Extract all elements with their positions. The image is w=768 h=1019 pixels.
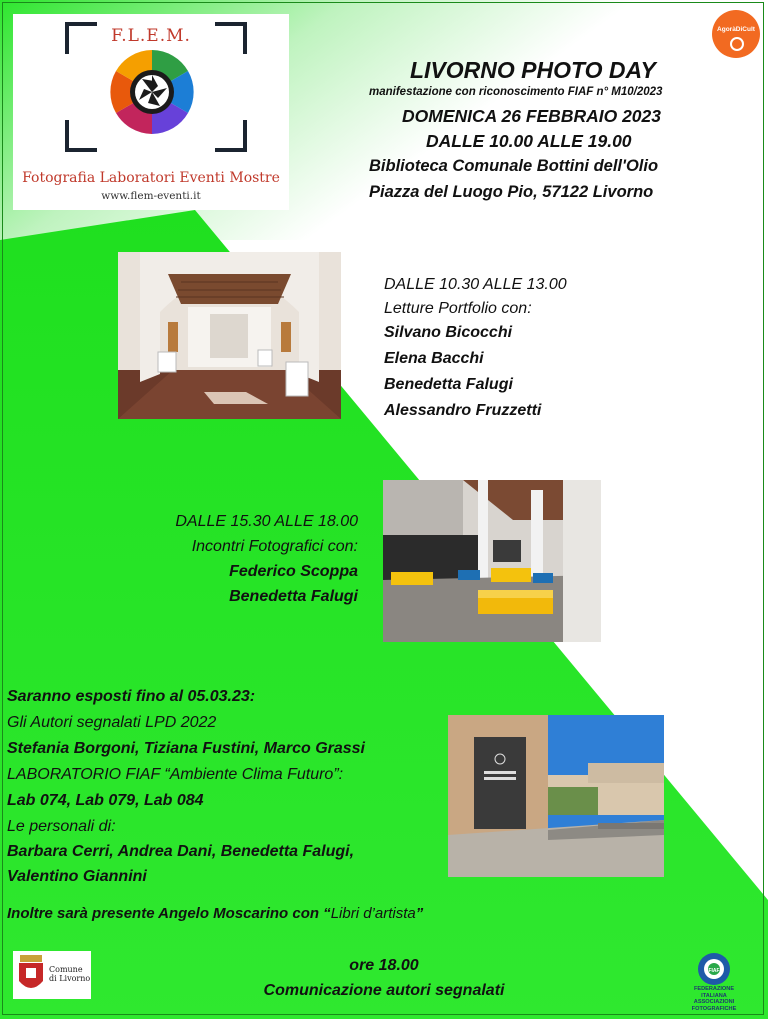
morning-name: Silvano Bicocchi	[384, 324, 513, 341]
event-title: LIVORNO PHOTO DAY	[410, 57, 656, 83]
logo-tagline: Fotografia Laboratori Eventi Mostre	[22, 170, 280, 186]
badge-text: AgoràDiCult	[717, 26, 755, 33]
morning-name: Benedetta Falugi	[384, 376, 513, 393]
fiaf-line: FOTOGRAFICHE	[691, 1005, 737, 1012]
event-hours: DALLE 10.00 ALLE 19.00	[426, 131, 632, 151]
fiaf-line: ITALIANA	[701, 992, 727, 999]
photo-illustration	[383, 480, 601, 642]
afternoon-label: Incontri Fotografici con:	[191, 538, 358, 555]
morning-name: Elena Bacchi	[384, 350, 484, 367]
gallery-hall-photo	[118, 252, 341, 419]
event-venue: Biblioteca Comunale Bottini dell'Olio	[369, 157, 659, 175]
also-present-line	[7, 905, 423, 922]
afternoon-name: Federico Scoppa	[229, 563, 358, 580]
fiaf-line: FEDERAZIONE	[693, 986, 735, 992]
building-exterior-photo	[448, 715, 664, 877]
footer-event: Comunicazione autori segnalati	[263, 982, 505, 999]
logo-name: F.L.E.M.	[111, 26, 191, 46]
viewfinder-corner-icon	[215, 120, 247, 152]
fiaf-mark: FIAF	[708, 968, 720, 974]
comune-line: di Livorno	[49, 974, 91, 983]
event-address: Piazza del Luogo Pio, 57122 Livorno	[369, 183, 654, 201]
event-subtitle: manifestazione con riconoscimento FIAF n° M10/2023	[369, 86, 663, 98]
footer-time: ore 18.00	[349, 957, 419, 974]
viewfinder-corner-icon	[65, 120, 97, 152]
afternoon-name: Benedetta Falugi	[229, 588, 358, 605]
flem-logo	[13, 14, 289, 210]
exhibits-personal-label: Le personali di:	[7, 818, 116, 835]
exhibits-authors: Stefania Borgoni, Tiziana Fustini, Marco Grassi	[7, 740, 365, 757]
badge-ring-icon	[730, 37, 744, 51]
exhibits-personal-names: Barbara Cerri, Andrea Dani, Benedetta Falugi,	[7, 843, 355, 860]
agoradicult-badge	[712, 10, 760, 58]
fiaf-text	[682, 986, 746, 1012]
also-present-text: Inoltre sarà presente Angelo Moscarino con “	[7, 905, 331, 922]
comune-line: Comune	[49, 965, 83, 974]
afternoon-time: DALLE 15.30 ALLE 18.00	[175, 513, 358, 530]
also-present-work: Libri d’artista	[330, 905, 416, 922]
aperture-icon	[108, 48, 196, 136]
lounge-photo	[383, 480, 601, 642]
exhibits-heading: Saranno esposti fino al 05.03.23:	[7, 688, 256, 705]
also-present-close: ”	[415, 905, 424, 922]
exhibits-personal-names: Valentino Giannini	[7, 868, 147, 885]
exhibits-line: Gli Autori segnalati LPD 2022	[7, 714, 217, 731]
morning-name: Alessandro Fruzzetti	[384, 402, 542, 419]
morning-label: Letture Portfolio con:	[384, 300, 532, 317]
exhibits-labs: Lab 074, Lab 079, Lab 084	[7, 792, 204, 809]
photo-illustration	[118, 252, 341, 419]
event-date: DOMENICA 26 FEBBRAIO 2023	[402, 106, 661, 126]
fiaf-logo	[682, 952, 746, 1014]
fiaf-aperture-icon	[697, 952, 731, 986]
exhibits-lab-title: LABORATORIO FIAF “Ambiente Clima Futuro”:	[7, 766, 344, 783]
photo-illustration	[448, 715, 664, 877]
fiaf-line: ASSOCIAZIONI	[693, 999, 735, 1006]
morning-time: DALLE 10.30 ALLE 13.00	[384, 276, 567, 293]
logo-url: www.flem-eventi.it	[101, 190, 201, 202]
